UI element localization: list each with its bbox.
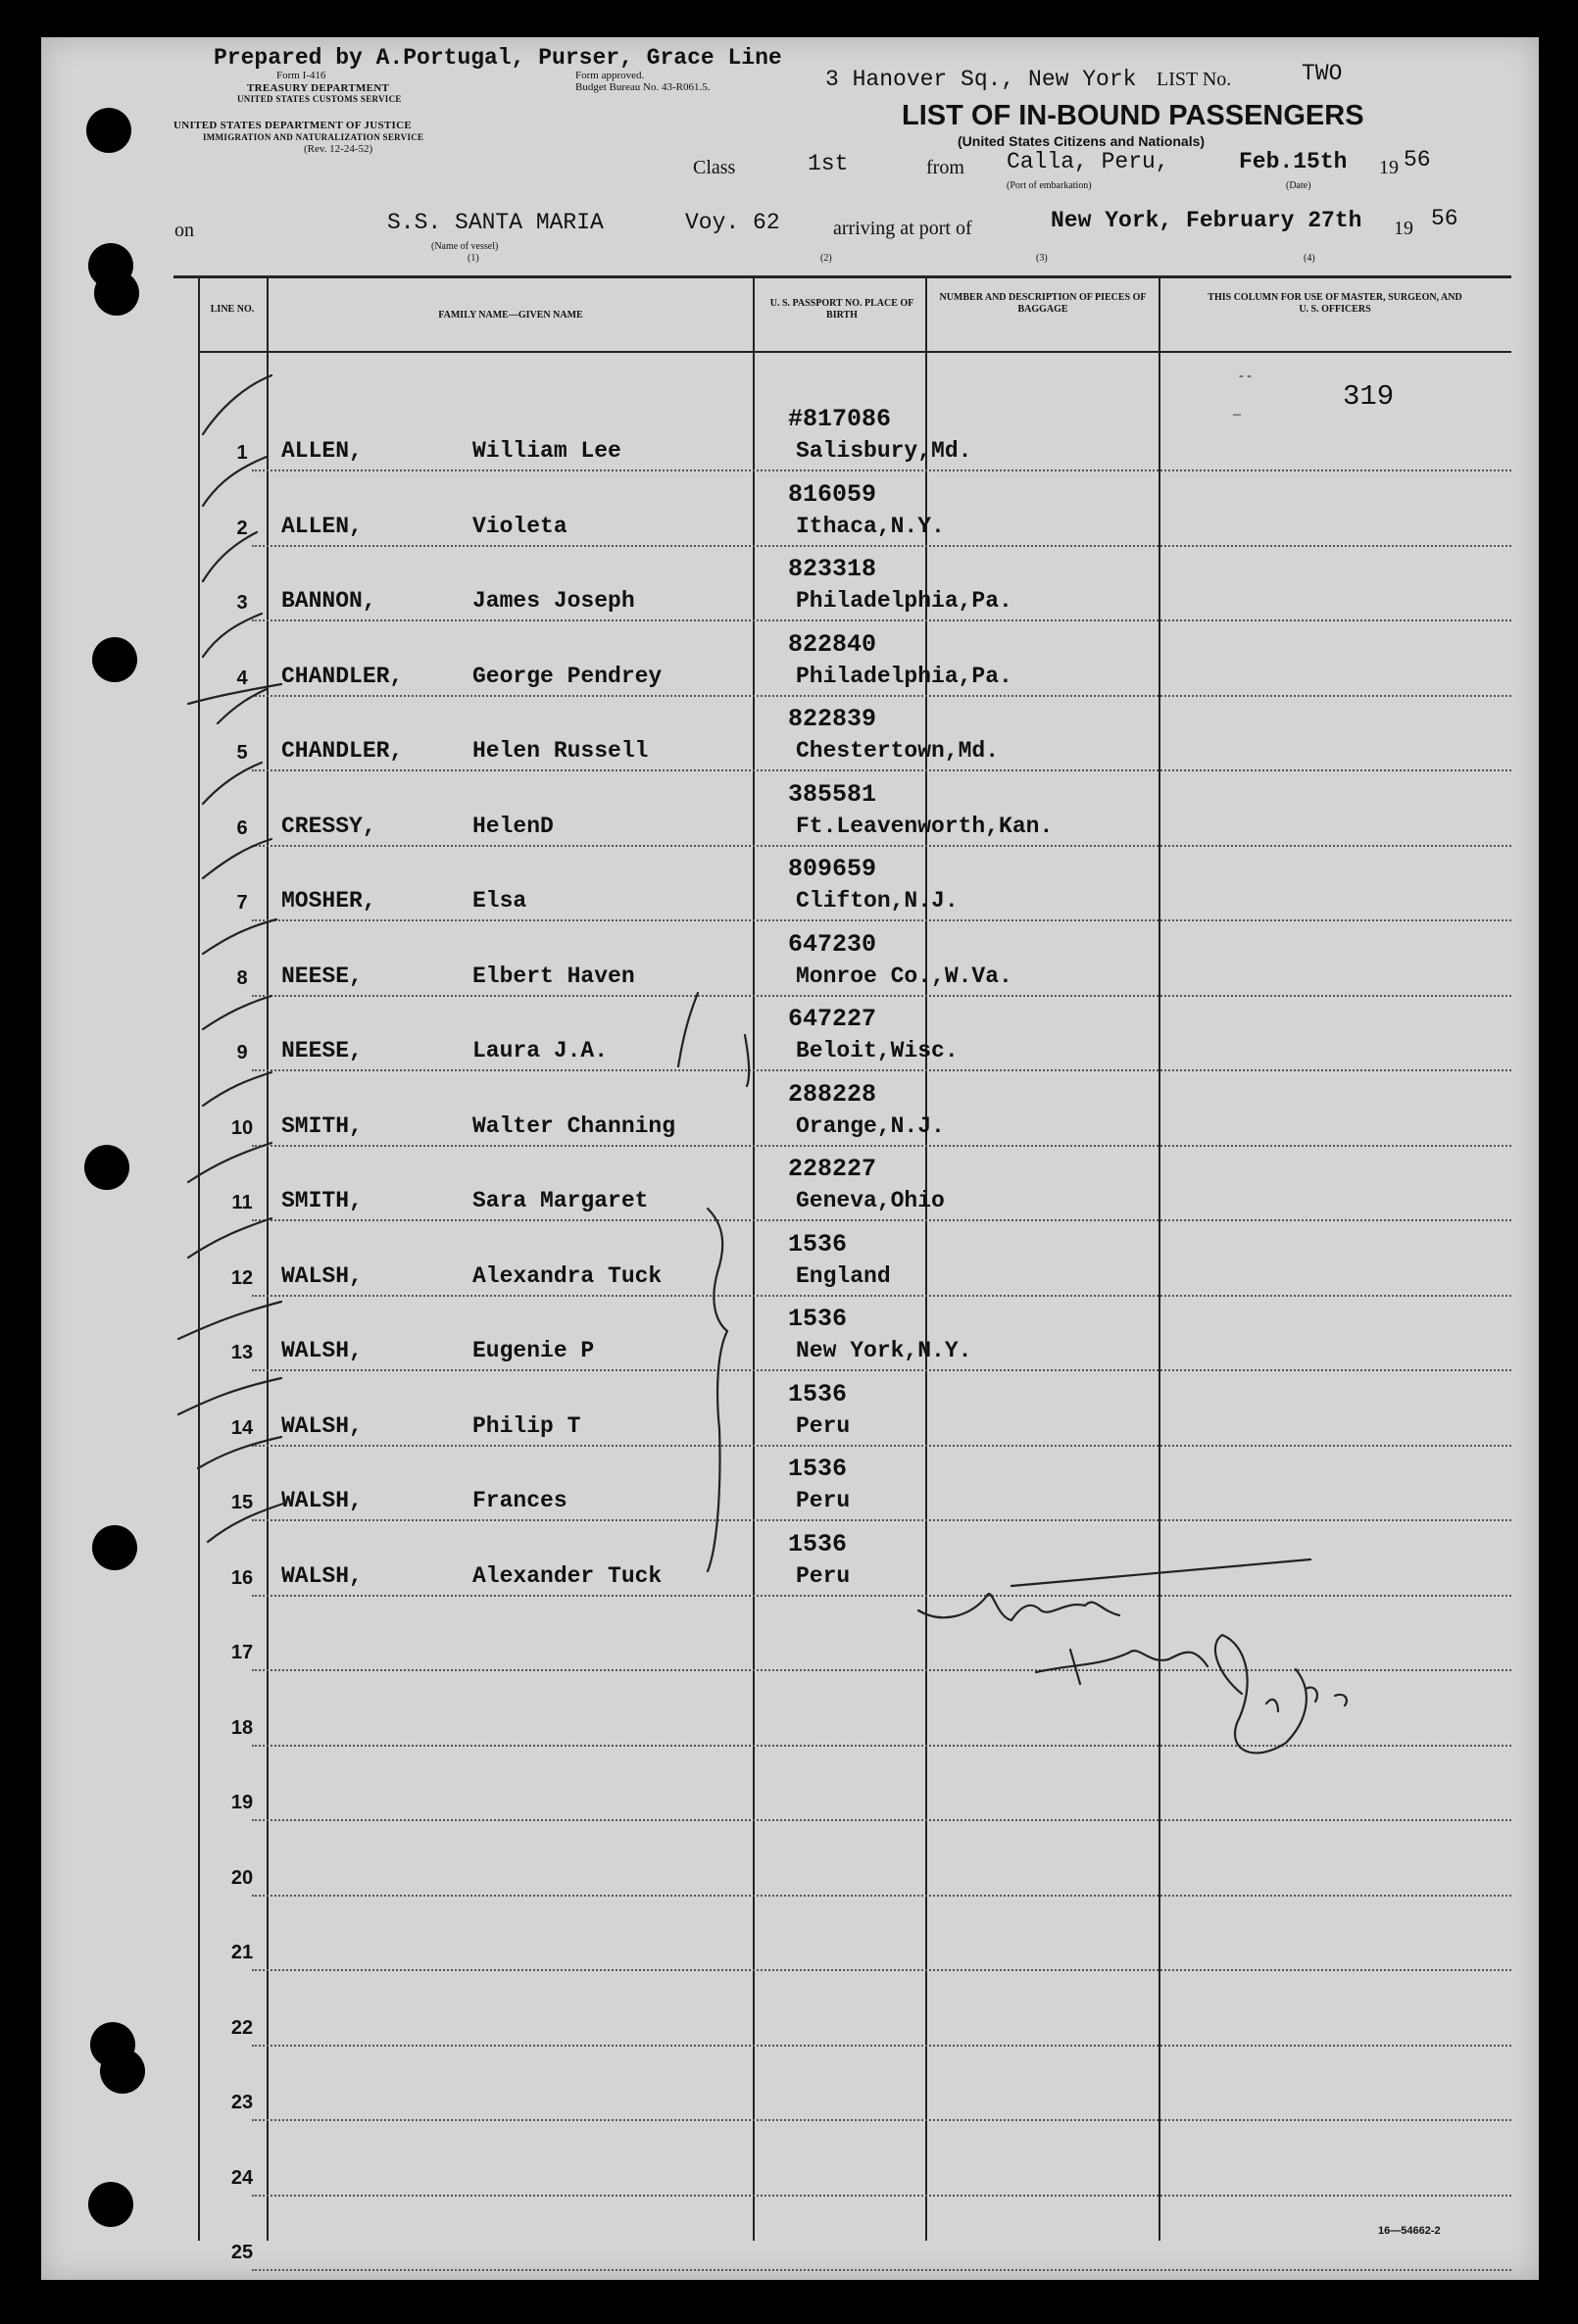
passport-number: 1536 <box>788 1230 848 1259</box>
passport-number: 228227 <box>788 1155 877 1183</box>
line-number: 7 <box>236 892 248 914</box>
place-of-birth: Ithaca,N.Y. <box>796 514 945 539</box>
place-of-birth: Beloit,Wisc. <box>796 1038 959 1063</box>
budget-bureau: Budget Bureau No. 43-R061.5. <box>575 81 711 93</box>
pen-stroke <box>745 1035 749 1086</box>
place-of-birth: Chestertown,Md. <box>796 738 1000 764</box>
date-caption: (Date) <box>1286 180 1311 191</box>
check-mark <box>203 839 271 878</box>
list-no-label: LIST No. <box>1157 69 1232 90</box>
family-name: WALSH, <box>281 1263 363 1289</box>
treasury-department: TREASURY DEPARTMENT <box>247 82 390 94</box>
place-of-birth: Peru <box>796 1413 851 1439</box>
given-name: Frances <box>472 1488 567 1513</box>
passport-number: 1536 <box>788 1305 848 1333</box>
port-caption: (Port of embarkation) <box>1007 180 1092 191</box>
line-number: 13 <box>230 1342 254 1363</box>
col-head-officers: THIS COLUMN FOR USE OF MASTER, SURGEON, AND U. S. OFFICERS <box>1208 292 1462 315</box>
check-mark <box>178 1378 281 1414</box>
year-prefix: 19 <box>1379 157 1399 178</box>
officer-initials <box>1335 1695 1347 1706</box>
passport-number: #817086 <box>788 405 892 433</box>
family-name: CHANDLER, <box>281 738 404 764</box>
given-name: Violeta <box>472 514 567 539</box>
family-name: BANNON, <box>281 588 376 614</box>
check-mark <box>188 1143 271 1182</box>
family-name: WALSH, <box>281 1563 363 1589</box>
col-head-line: LINE NO. <box>210 304 255 315</box>
embarkation-date: Feb.15th <box>1239 149 1348 174</box>
given-name: William Lee <box>472 438 621 464</box>
form-number: Form I-416 <box>276 70 326 81</box>
passport-number: 822840 <box>788 630 877 659</box>
passport-number: 288228 <box>788 1080 877 1109</box>
family-name: CRESSY, <box>281 814 376 839</box>
col-head-passport: U. S. PASSPORT NO. PLACE OF BIRTH <box>769 298 914 321</box>
family-name: SMITH, <box>281 1188 363 1213</box>
check-mark <box>188 1218 271 1258</box>
place-of-birth: Peru <box>796 1488 851 1513</box>
place-of-birth: England <box>796 1263 891 1289</box>
manifest-sheet <box>41 37 1539 2280</box>
family-name: WALSH, <box>281 1413 363 1439</box>
line-number: 16 <box>230 1567 254 1589</box>
officer-signature <box>1011 1559 1310 1586</box>
line-number: 3 <box>236 592 248 614</box>
line-number: 14 <box>230 1417 254 1439</box>
check-mark <box>203 1072 271 1106</box>
arrival-year: 56 <box>1431 206 1458 231</box>
place-of-birth: Salisbury,Md. <box>796 438 972 464</box>
place-of-birth: Peru <box>796 1563 851 1589</box>
given-name: Elsa <box>472 888 527 914</box>
line-number: 12 <box>230 1267 254 1289</box>
given-name: Philip T <box>472 1413 581 1439</box>
family-name: CHANDLER, <box>281 664 404 689</box>
line-number: 23 <box>230 2092 254 2113</box>
check-mark <box>203 919 276 954</box>
line-number: 2 <box>236 518 248 539</box>
handwritten-marks <box>41 37 1539 2280</box>
line-number: 17 <box>230 1642 254 1663</box>
officer-initials <box>1266 1700 1278 1711</box>
line-number: 22 <box>230 2017 254 2039</box>
family-name: SMITH, <box>281 1113 363 1139</box>
line-number: 21 <box>230 1942 254 1963</box>
given-name: Eugenie P <box>472 1338 595 1363</box>
revision-date: (Rev. 12-24-52) <box>304 143 373 155</box>
line-number: 11 <box>231 1192 253 1213</box>
class-label: Class <box>693 157 736 178</box>
check-mark <box>203 457 267 506</box>
line-number: 6 <box>236 817 248 839</box>
line-number: 5 <box>236 742 248 764</box>
print-code: 16—54662-2 <box>1378 2225 1441 2237</box>
col-num-3: (3) <box>1036 253 1048 264</box>
list-subtitle: (United States Citizens and Nationals) <box>958 133 1206 149</box>
passport-number: 647230 <box>788 930 877 959</box>
customs-service: UNITED STATES CUSTOMS SERVICE <box>237 94 402 104</box>
list-title: LIST OF IN-BOUND PASSENGERS <box>902 100 1364 131</box>
passport-number: 822839 <box>788 705 877 733</box>
place-of-birth: Clifton,N.J. <box>796 888 959 914</box>
family-name: NEESE, <box>281 1038 363 1063</box>
form-approved: Form approved. <box>575 70 645 81</box>
check-mark <box>203 375 271 434</box>
passport-number: 1536 <box>788 1530 848 1558</box>
given-name: Laura J.A. <box>472 1038 609 1063</box>
line-number: 15 <box>230 1492 254 1513</box>
line-number: 24 <box>230 2167 254 2189</box>
check-mark <box>203 532 257 581</box>
family-name: WALSH, <box>281 1488 363 1513</box>
arriving-label: arriving at port of <box>833 218 972 239</box>
given-name: Alexandra Tuck <box>472 1263 663 1289</box>
passport-number: 809659 <box>788 855 877 883</box>
place-of-birth: New York,N.Y. <box>796 1338 972 1363</box>
col-num-4: (4) <box>1304 253 1315 264</box>
check-mark <box>203 763 262 804</box>
family-name: WALSH, <box>281 1338 363 1363</box>
col-num-1: (1) <box>468 253 479 264</box>
passport-number: 1536 <box>788 1455 848 1483</box>
place-of-birth: Philadelphia,Pa. <box>796 664 1012 689</box>
voyage-number: Voy. 62 <box>685 210 780 235</box>
line-number: 4 <box>236 668 248 689</box>
line-number: 9 <box>236 1042 248 1063</box>
family-name: MOSHER, <box>281 888 376 914</box>
officer-mark: ‐ ‐ <box>1239 369 1252 383</box>
arrival-port-date: New York, February 27th <box>1051 208 1362 233</box>
family-name: ALLEN, <box>281 438 363 464</box>
place-of-birth: Monroe Co.,W.Va. <box>796 964 1012 989</box>
given-name: HelenD <box>472 814 554 839</box>
given-name: Sara Margaret <box>472 1188 649 1213</box>
officer-signature <box>918 1594 1119 1620</box>
check-mark <box>188 684 281 704</box>
line-number: 1 <box>236 442 248 464</box>
arrival-year-prefix: 19 <box>1394 218 1413 239</box>
port-of-embarkation: Calla, Peru, <box>1007 149 1169 174</box>
check-mark <box>198 1437 281 1468</box>
place-of-birth: Orange,N.J. <box>796 1113 945 1139</box>
given-name: James Joseph <box>472 588 635 614</box>
officer-note: 319 <box>1343 380 1395 413</box>
passport-number: 385581 <box>788 780 877 809</box>
on-label: on <box>174 220 194 241</box>
check-mark <box>208 1503 286 1542</box>
passport-number: 647227 <box>788 1005 877 1033</box>
ship-line-address: 3 Hanover Sq., New York <box>825 67 1137 92</box>
given-name: Helen Russell <box>472 738 649 764</box>
line-number: 20 <box>230 1867 254 1889</box>
line-number: 25 <box>230 2242 254 2263</box>
check-mark <box>203 996 271 1029</box>
place-of-birth: Geneva,Ohio <box>796 1188 945 1213</box>
list-no-value: TWO <box>1302 61 1343 86</box>
given-name: Alexander Tuck <box>472 1563 663 1589</box>
officer-initials <box>1215 1635 1307 1753</box>
col-head-baggage: NUMBER AND DESCRIPTION OF PIECES OF BAGGAGE <box>939 292 1147 315</box>
officer-mark: – <box>1233 406 1241 422</box>
family-bracket <box>708 1209 727 1571</box>
line-number: 19 <box>230 1792 254 1813</box>
prepared-by-line: Prepared by A.Portugal, Purser, Grace Line <box>214 45 782 71</box>
given-name: Elbert Haven <box>472 964 635 989</box>
line-number: 18 <box>230 1717 254 1739</box>
pen-stroke <box>678 993 698 1066</box>
given-name: Walter Channing <box>472 1113 676 1139</box>
from-label: from <box>926 157 964 178</box>
year-value: 56 <box>1404 147 1431 173</box>
place-of-birth: Ft.Leavenworth,Kan. <box>796 814 1054 839</box>
place-of-birth: Philadelphia,Pa. <box>796 588 1012 614</box>
family-name: NEESE, <box>281 964 363 989</box>
family-name: ALLEN, <box>281 514 363 539</box>
justice-department: UNITED STATES DEPARTMENT OF JUSTICE <box>173 120 412 131</box>
vessel-name: S.S. SANTA MARIA <box>387 210 604 235</box>
line-number: 10 <box>230 1117 254 1139</box>
passport-number: 823318 <box>788 555 877 583</box>
col-num-2: (2) <box>820 253 832 264</box>
class-value: 1st <box>808 151 849 176</box>
passport-number: 1536 <box>788 1380 848 1409</box>
ins-line: IMMIGRATION AND NATURALIZATION SERVICE <box>203 132 424 142</box>
officer-signature <box>1036 1651 1208 1672</box>
line-number: 8 <box>236 967 248 989</box>
vessel-caption: (Name of vessel) <box>431 241 499 252</box>
given-name: George Pendrey <box>472 664 663 689</box>
passport-number: 816059 <box>788 480 877 509</box>
check-mark <box>203 614 262 657</box>
check-mark <box>178 1302 281 1339</box>
col-head-name: FAMILY NAME—GIVEN NAME <box>438 310 583 321</box>
